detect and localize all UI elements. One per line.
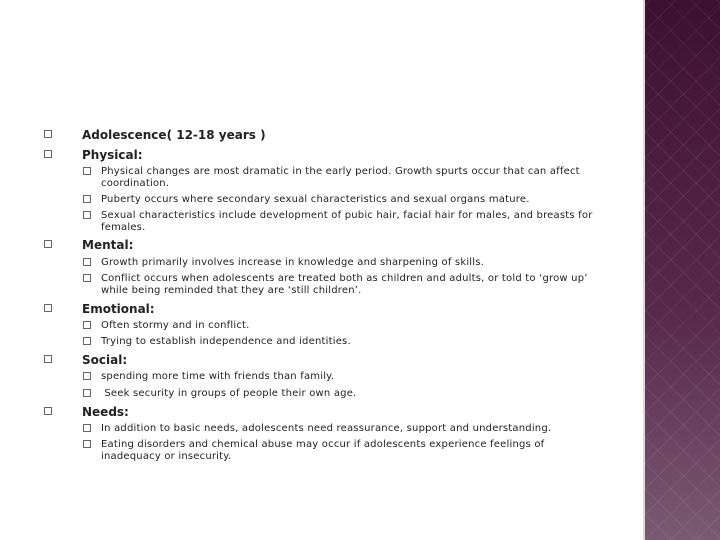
list-item-text: Growth primarily involves increase in knowledge and sharpening of skills. <box>101 257 485 268</box>
square-bullet-icon <box>83 337 91 345</box>
section-heading: Social: <box>82 353 128 367</box>
list-item-text: Trying to establish independence and identities. <box>101 336 351 347</box>
list-item-text: Often stormy and in conflict. <box>101 320 250 331</box>
square-bullet-icon <box>83 424 91 432</box>
list-item-text: Eating disorders and chemical abuse may occur if adolescents experience feelings of inadequacy or insecurity. <box>101 439 545 462</box>
square-bullet-icon <box>44 304 52 312</box>
decorative-side-strip <box>643 0 720 540</box>
square-bullet-icon <box>83 167 91 175</box>
list-item-text: Sexual characteristics include development of pubic hair, facial hair for males, and breasts for females. <box>101 210 593 233</box>
square-bullet-icon <box>83 211 91 219</box>
list-item-text: Puberty occurs where secondary sexual characteristics and sexual organs mature. <box>101 194 530 205</box>
list-item-text: Physical changes are most dramatic in the early period. Growth spurts occur that can affect coordination. <box>101 166 580 189</box>
slide-title: Adolescence( 12-18 years ) <box>82 128 266 142</box>
square-bullet-icon <box>44 130 52 138</box>
square-bullet-icon <box>83 372 91 380</box>
square-bullet-icon <box>83 258 91 266</box>
square-bullet-icon <box>83 389 91 397</box>
square-bullet-icon <box>83 321 91 329</box>
section-heading: Emotional: <box>82 302 155 316</box>
square-bullet-icon <box>83 195 91 203</box>
list-item-text: Conflict occurs when adolescents are treated both as children and adults, or told to ‘grow up’ while being reminded that they are ‘still children’. <box>101 273 588 296</box>
list-item-text: spending more time with friends than family. <box>101 371 335 382</box>
square-bullet-icon <box>44 355 52 363</box>
section-heading: Physical: <box>82 148 143 162</box>
square-bullet-icon <box>44 150 52 158</box>
square-bullet-icon <box>83 274 91 282</box>
section-heading: Mental: <box>82 238 134 252</box>
list-item-text: Seek security in groups of people their own age. <box>101 388 357 399</box>
section-heading: Needs: <box>82 405 129 419</box>
square-bullet-icon <box>44 407 52 415</box>
square-bullet-icon <box>44 240 52 248</box>
square-bullet-icon <box>83 440 91 448</box>
list-item-text: In addition to basic needs, adolescents need reassurance, support and understanding. <box>101 423 552 434</box>
